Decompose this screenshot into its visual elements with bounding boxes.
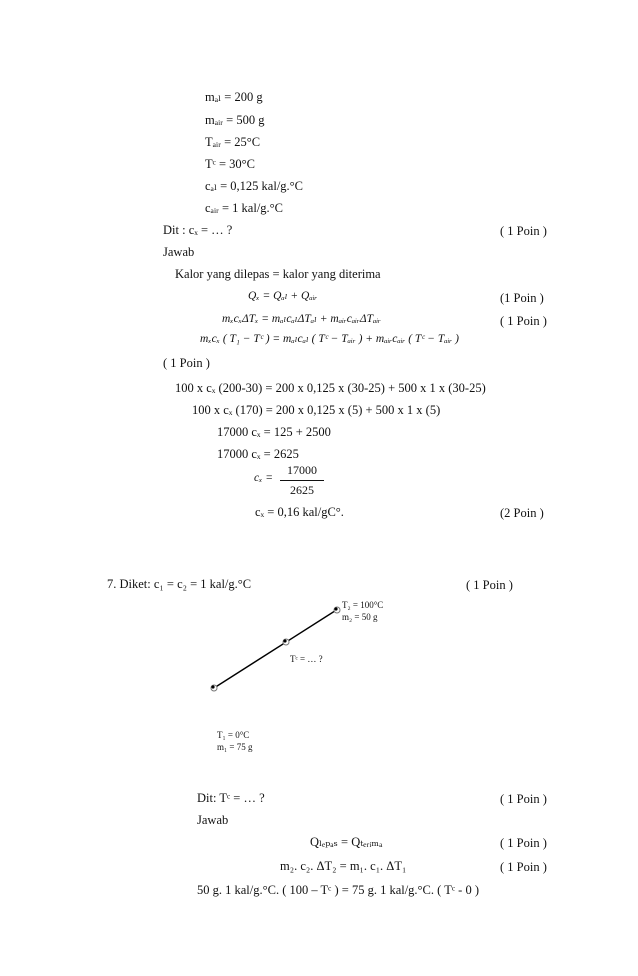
q6-fraction-denominator: 2625 (290, 483, 314, 497)
q7-dit: Dit: Tᶜ = … ? (197, 791, 265, 805)
q6-dit-poin: ( 1 Poin ) (500, 224, 547, 238)
q7-eq2-poin: ( 1 Poin ) (500, 860, 547, 874)
q7-dit-poin: ( 1 Poin ) (500, 792, 547, 806)
q7-eq1-poin: ( 1 Poin ) (500, 836, 547, 850)
given-c-al: cₐₗ = 0,125 kal/g.°C (205, 179, 304, 193)
q6-result: cₓ = 0,16 kal/gC°. (255, 505, 344, 519)
given-t-c: Tᶜ = 30°C (205, 157, 255, 171)
mixing-line (214, 609, 338, 688)
q6-equation-full: mₓcₓ ( T₁ − Tᶜ ) = mₐₗcₐₗ ( Tᶜ − Tₐᵢᵣ ) + mₐᵢᵣcₐᵢᵣ ( Tᶜ − Tₐᵢᵣ ) (200, 333, 459, 345)
q6-kalor-statement: Kalor yang dilepas = kalor yang diterima (175, 267, 381, 281)
q6-fraction-numerator: 17000 (280, 463, 324, 481)
q6-dit: Dit : cₓ = … ? (163, 223, 233, 237)
point-t2 (334, 607, 337, 610)
given-c-air: cₐᵢᵣ = 1 kal/g.°C (205, 201, 284, 215)
q7-equation-expanded: m₂. c₂. ΔT₂ = m₁. c₁. ΔT₁ (280, 859, 407, 873)
given-m-air: mₐᵢᵣ = 500 g (205, 113, 265, 127)
q7-jawab: Jawab (197, 813, 229, 827)
diagram-t2-label: T₂ = 100°C (342, 600, 384, 610)
point-t1 (211, 685, 214, 688)
q6-calc-line1: 100 x cₓ (200-30) = 200 x 0,125 x (30-25) + 500 x 1 x (30-25) (175, 381, 486, 395)
q7-diket-poin: ( 1 Poin ) (466, 578, 513, 592)
q6-equation-expanded: mₓcₓΔTₓ = mₐₗcₐₗΔTₐₗ + mₐᵢᵣcₐᵢᵣΔTₐᵢᵣ (222, 313, 381, 325)
q7-equation-substituted: 50 g. 1 kal/g.°C. ( 100 – Tᶜ ) = 75 g. 1 kal/g.°C. ( Tᶜ - 0 ) (197, 883, 479, 897)
given-m-al: mₐₗ = 200 g (205, 90, 263, 104)
point-tc (283, 639, 286, 642)
q6-jawab: Jawab (163, 245, 195, 259)
q6-eq1-poin: (1 Poin ) (500, 291, 544, 305)
diagram-m2-label: m₂ = 50 g (342, 612, 378, 622)
diagram-m1-label: m₁ = 75 g (217, 742, 253, 752)
diagram-t1-label: T₁ = 0°C (217, 730, 250, 740)
q7-equation-heat: Qₗₑₚₐₛ = Qₜₑᵣᵢₘₐ (310, 835, 383, 849)
q6-fraction-lhs: cₓ = (254, 472, 274, 484)
q6-calc-line2: 100 x cₓ (170) = 200 x 0,125 x (5) + 500 x 1 x (5) (192, 403, 441, 417)
given-t-air: Tₐᵢᵣ = 25°C (205, 135, 261, 149)
q6-eq2-poin: ( 1 Poin ) (500, 314, 547, 328)
q6-result-poin: (2 Poin ) (500, 506, 544, 520)
q6-eq3-poin: ( 1 Poin ) (163, 356, 210, 370)
diagram-tc-label: Tᶜ = … ? (290, 654, 323, 664)
q6-equation-heat: Qₓ = Qₐₗ + Qₐᵢᵣ (248, 290, 318, 302)
q7-diket: 7. Diket: c₁ = c₂ = 1 kal/g.°C (107, 577, 252, 591)
q6-calc-line3: 17000 cₓ = 125 + 2500 (217, 425, 331, 439)
q6-calc-line4: 17000 cₓ = 2625 (217, 447, 299, 461)
